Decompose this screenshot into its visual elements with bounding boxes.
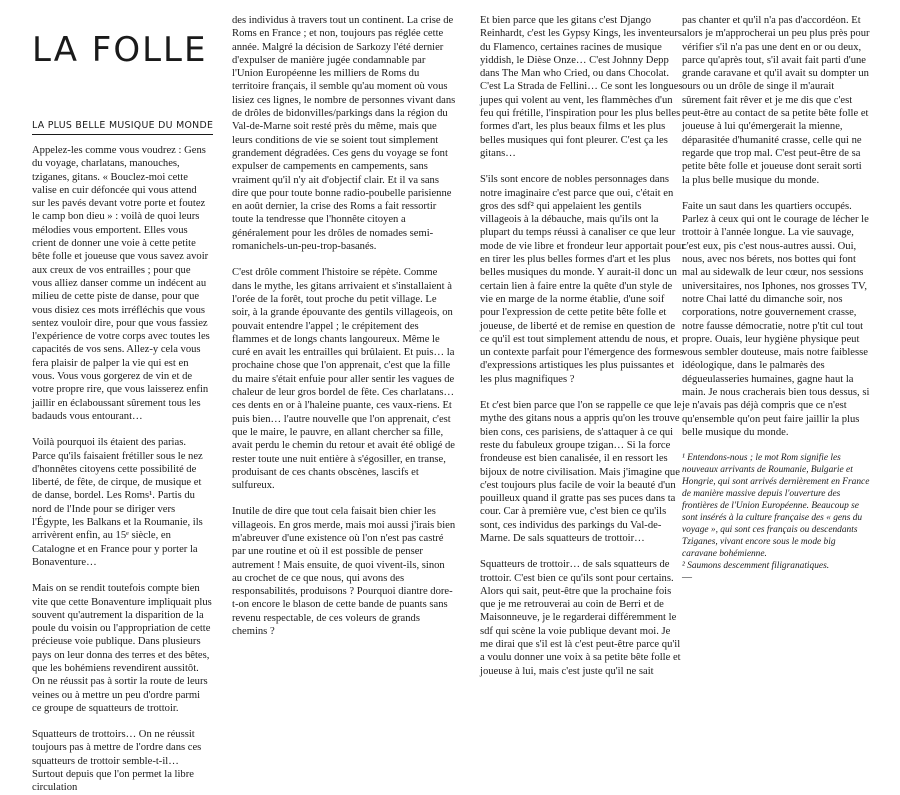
paragraph: des individus à travers tout un continent. La crise de Roms en France ; et non, toujours pas réglée cette année. Malgré la décision de Sarkozy l'été dernier d'expulser de manière jugée condamnable par l'Union Européenne les milliers de Roms du territoire français, il semble qu'au moment où vous lisiez ces lignes, le nombre de personnes vivant dans de drôles de bidonvilles/parkings dans la région du Val-de-Marne soit resté près du même, mais que leurs conditions de vie se soient tout simplement grandement dégradées. Ces gens du voyage se font expulser de campements en campements, sans vraiment qu'il n'y ait d'objectif clair. Et il va sans dire que pour toute bonne radio-poubelle parisienne en août dernier, la crise des Roms a fait ressortir toute la tendresse que l'honnête citoyen a généralement pour les drôles de nomades semi-romanichels-un-peu-trop-basanés. — [232, 15, 456, 253]
paragraph: Et c'est bien parce que l'on se rappelle ce que le mythe des gitans nous a appris qu'on les trouve bien cons, ces parisiens, de s'attaquer à ce qui reste du fabuleux groupe tzigan… Si la force frondeuse est bien canalisée, il en ressort les bijoux de notre civilisation. Mais j'imagine que c'est toujours plus facile de voir la beauté d'un pouilleux quand il gratte pas ses puces dans ta cour. Car à première vue, c'est bien ce qu'ils sont, ces individus des parkings du Val-de-Marne. De sals squatteurs de trottoir… — [480, 400, 682, 544]
paragraph: Mais on se rendit toutefois compte bien vite que cette Bonaventure impliquait plus souvent qu'autrement la disparition de la poule du voisin ou l'appropriation de cette précieuse voie publique. Dans plusieurs pays on leur donna des terres et des bêtes, que les bohémiens revendirent aussitôt. On ne réussit pas à sortir la route de leurs veines ou à mettre un peu d'ordre parmi ce groupe de squatteurs de trottoir. — [32, 583, 212, 714]
paragraph: Squatteurs de trottoir… de sals squatteurs de trottoir. C'est bien ce qu'ils sont pour certains. Alors qui sait, peut-être que la prochaine fois que je me retrouverai au coin de Berri et de Maisonneuve, je le regarderai différemment le sdf qui scène la voie publique devant moi. Je me dirai que s'il est là c'est peut-être parce qu'il a voulu donner une voix à sa petite bête folle et joueuse à lui, mais c'est juste qu'il ne sait — [480, 559, 681, 677]
paragraph: Appelez-les comme vous voudrez : Gens du voyage, charlatans, manouches, tziganes, gitans. « Bouclez-moi cette valise en cuir défoncée qui vous attend sur les pavés devant votre porte et foutez le camp bon dieu » : voilà de quoi leurs mélodies vous emportent. Elles vous crient de donner une voie à cette petite bête folle et joueuse que vous savez avoir aux creux de vos entrailles ; pour que vous alliez danser comme un indécent au milieu de cette piste de danse, pour que vous disiez ces mots irréfléchis que vous sentez vouloir dire, pour que vous fassiez l'expérience de votre corps avec toutes les capacités de vos sens. Allez-y cela vous fera plaisir de palper la vie qui est en vous. Vous vous gorgerez de vin et de votre propre rire, que vous laisserez enfin jaillir en éclaboussant sûrement tous les badauds vous entourant… — [32, 145, 210, 422]
footnote-1: ¹ Entendons-nous ; le mot Rom signifie les nouveaux arrivants de Roumanie, Bulgarie et Hongrie, qui sont arrivés dernièrement en France de manière massive depuis l'ouverture des frontières de l'Union Européenne. Beaucoup se sont insérés à la culture française des « gens du voyage », qui sont ces français ou descendants Tziganes, vivant encore sous le mode big caravane bohémienne. — [682, 453, 870, 560]
column-4 — [682, 14, 870, 584]
footnote-2: ² Saumons descemment filigranatiques. — [682, 561, 830, 572]
article-subtitle: LA PLUS BELLE MUSIQUE DU MONDE — [32, 120, 213, 135]
paragraph: Voilà pourquoi ils étaient des parias. Parce qu'ils faisaient frétiller sous le nez d'honnêtes citoyens cette possibilité de liberté, de fête, de cirque, de musique et de danse, bordel. Les Roms¹. Partis du nord de l'Inde pour se diriger vers l'Égypte, les Balkans et la Roumanie, ils arrivèrent enfin, au 15ᵉ siècle, en Catalogne et en France pour y porter la Bonaventure… — [32, 437, 203, 568]
column-3 — [480, 14, 685, 678]
paragraph: Faite un saut dans les quartiers occupés. Parlez à ceux qui ont le courage de lécher le trottoir à l'année longue. La vie sauvage, c'est eux, pis c'est nous-autres aussi. Oui, nous, avec nos bérets, nos bottes qui font mal au sidewalk de leur cœur, nos sessions universitaires, nos Iphones, nos grosses TV, notre Chai latté du dimanche soir, nos corporations, notre gouvernement crasse, notre fausse démocratie, notre p'tit cul tout propre. Ouais, leur hygiène physique peut vous sembler douteuse, mais notre faiblesse idéologique, dans le palmarès des dégueulasseries humaines, gagne haut la main. Je nous cracherais bien tous dessus, si je n'avais pas déjà compris que ce n'est qu'ensemble qu'on peut faire jaillir la plus belle musique du monde. — [682, 200, 870, 438]
column-1 — [32, 0, 212, 795]
column-2 — [232, 14, 457, 638]
paragraph: pas chanter et qu'il n'a pas d'accordéon. Et alors je m'approcherai un peu plus près pour vérifier s'il n'a pas une dent en or ou deux, parce qu'après tout, s'il avait fait parti d'une grande caravane et qu'il avait su dompter un ours ou un drôle de singe il m'aurait sûrement fait rêver et je me dis que c'est peut-être au contact de sa petite bête folle et joueuse à lui qu'émergerait la mienne, déparasitée d'humanité crasse, celle qui ne regarde que trop mal. C'est peut-être de sa petite bête folle et joueuse dont serait sorti la plus belle musique du monde. — [682, 15, 870, 186]
paragraph: Inutile de dire que tout cela faisait bien chier les villageois. En gros merde, mais moi aussi j'irais bien m'abreuver d'une existence où l'on n'est pas castré par une routine et où il est possible de penser autrement ! Mais ensuite, de quoi vivent-ils, sinon au crochet de ce que nous, qui avons des responsabilités, produisons ? Pourquoi diantre dore-t-on encore le blason de cette bande de puants sans revenu respectable, de ces voleurs de grands chemins ? — [232, 506, 456, 638]
article-title: LA FOLLE — [32, 30, 208, 70]
paragraph: C'est drôle comment l'histoire se répète. Comme dans le mythe, les gitans arrivaient et s'installaient à l'orée de la forêt, tout proche du petit village. Le soir, à la grande épouvante des gentils villageois, on pouvait entendre l'appel ; le crépitement des flammes et de longs chants langoureux. Même le curé en avait les entrailles qui brûlaient. Et puis… la prochaine chose que l'on apprenait, c'est que la fille du maire s'était enfuie pour aller sentir les vagues de chaleur de leur gros bordel de fête. Ces charlatans… ces dents en or à l'haleine puante, ces vaux-riens. Et puis bien… l'autre nouvelle que l'on apprenait, c'est que le maire, le pauvre, en allant chercher sa fille, avait perdu le chemin du retour et avait été obligé de rester toute une nuit entière à s'égosiller, en transe, produisant de ces chants obscènes, lascifs et sulfureux. — [232, 267, 455, 492]
paragraph: S'ils sont encore de nobles personnages dans notre imaginaire c'est parce que oui, c'était en gros des sdf² qui appelaient les gentils villageois à la débauche, mais qu'ils ont la plupart du temps réussi à canaliser ce que leur mode de vie libre et frondeur leur apportait pour en tirer les plus belles formes d'art et les plus belles musiques du monde. Y aurait-il donc un certain lien à faire entre la quête d'un style de vie en marge de la norme établie, d'une soif pour l'expression de cette petite bête folle et joueuse, de liberté et de remise en question de ce qu'il est tout simplement attendu de nous, et un contexte parfait pour l'émergence des formes d'expressions artistiques les plus puissantes et les plus magnifiques ? — [480, 174, 685, 385]
paragraph: Et bien parce que les gitans c'est Django Reinhardt, c'est les Gypsy Kings, les inventeurs du Flamenco, certaines racines de musique yiddish, le Dièse Onze… C'est Johnny Depp dans The Man who Cried, ou dans Chocolat. C'est La Strada de Fellini… Ce sont les longues jupes qui volent au vent, les flammèches d'un feu qui frétille, l'inspiration pour les plus belles formes d'art, les plus beaux films et les plus belles musiques qui font pleurer. C'est ça les gitans… — [480, 15, 683, 159]
paragraph: Squatteurs de trottoirs… On ne réussit toujours pas à mettre de l'ordre dans ces squatteurs de trottoir semble-t-il… Surtout depuis que l'on permet la libre circulation — [32, 729, 202, 794]
end-dash: — — [682, 572, 692, 584]
